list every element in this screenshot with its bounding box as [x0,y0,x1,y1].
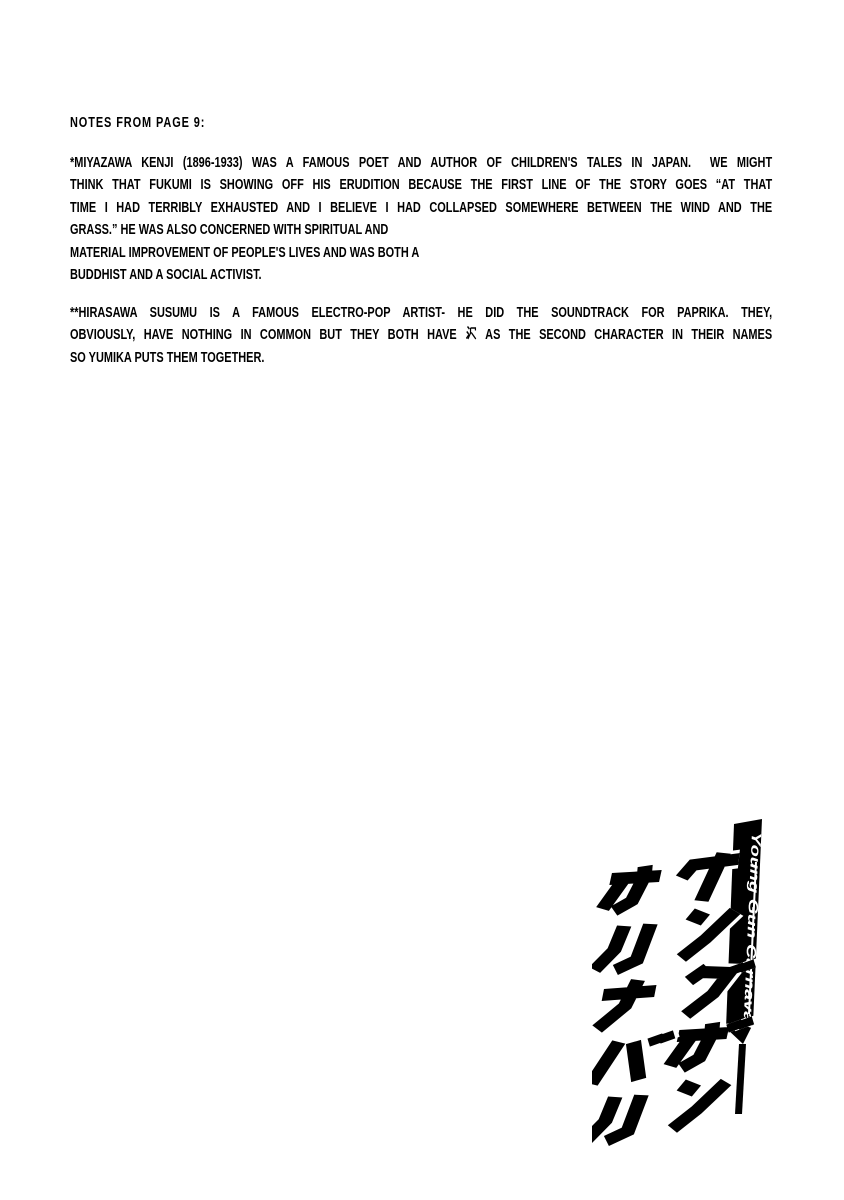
kanji-sawa-text [477,324,478,325]
note-line-with-kanji [70,324,772,346]
logo-art [592,816,784,1154]
note-text-segment: OBVIOUSLY, HAVE NOTHING IN COMMON BUT THEY BOTH HAVE [70,327,457,344]
kanji-sawa-icon [465,325,477,341]
note-text-segment: AS THE SECOND CHARACTER IN THEIR NAMES [485,327,773,344]
katakana-ga [668,1019,749,1068]
young-gun-carnaval-logo [592,816,784,1154]
note-line: GRASS.” HE WAS ALSO CONCERNED WITH SPIRITUAL AND [70,222,389,239]
note-line: BUDDHIST AND A SOCIAL ACTIVIST. [70,267,262,284]
logo-band-tail [735,1044,746,1114]
note-line: TIME I HAD TERRIBLY EXHAUSTED AND I BELIEVE I HAD COLLAPSED SOMEWHERE BETWEEN THE WIND AND THE [70,199,773,216]
katakana-ya [675,853,741,901]
notes-heading: NOTES FROM PAGE 9: [70,115,206,131]
note-line: MATERIAL IMPROVEMENT OF PEOPLE'S LIVES AND WAS BOTH A [70,244,420,261]
katakana-n [676,911,735,958]
katakana-ru [592,1095,641,1141]
katakana-ba [592,1033,670,1084]
katakana-na [592,980,659,1029]
note-line: SO YUMIKA PUTS THEM TOGETHER. [70,349,265,366]
note-line: *MIYAZAWA KENJI (1896-1933) WAS A FAMOUS POET AND AUTHOR OF CHILDREN'S TALES IN JAPAN. WE MIGHT [70,155,773,171]
logo-romaji-text: Young Gun Carnaval [743,831,764,966]
note-miyazawa-kenji [70,152,772,286]
katakana-ru [595,924,651,970]
note-line: **HIRASAWA SUSUMU IS A FAMOUS ELECTRO-POP ARTIST- HE DID THE SOUNDTRACK FOR PAPRIKA. THEY, [70,305,773,321]
katakana-n [668,1082,727,1129]
note-hirasawa-susumu [70,302,772,369]
katakana-ka [601,866,664,911]
note-line: THINK THAT FUKUMI IS SHOWING OFF HIS ERUDITION BECAUSE THE FIRST LINE OF THE STORY GOES “AT THAT [70,177,773,194]
